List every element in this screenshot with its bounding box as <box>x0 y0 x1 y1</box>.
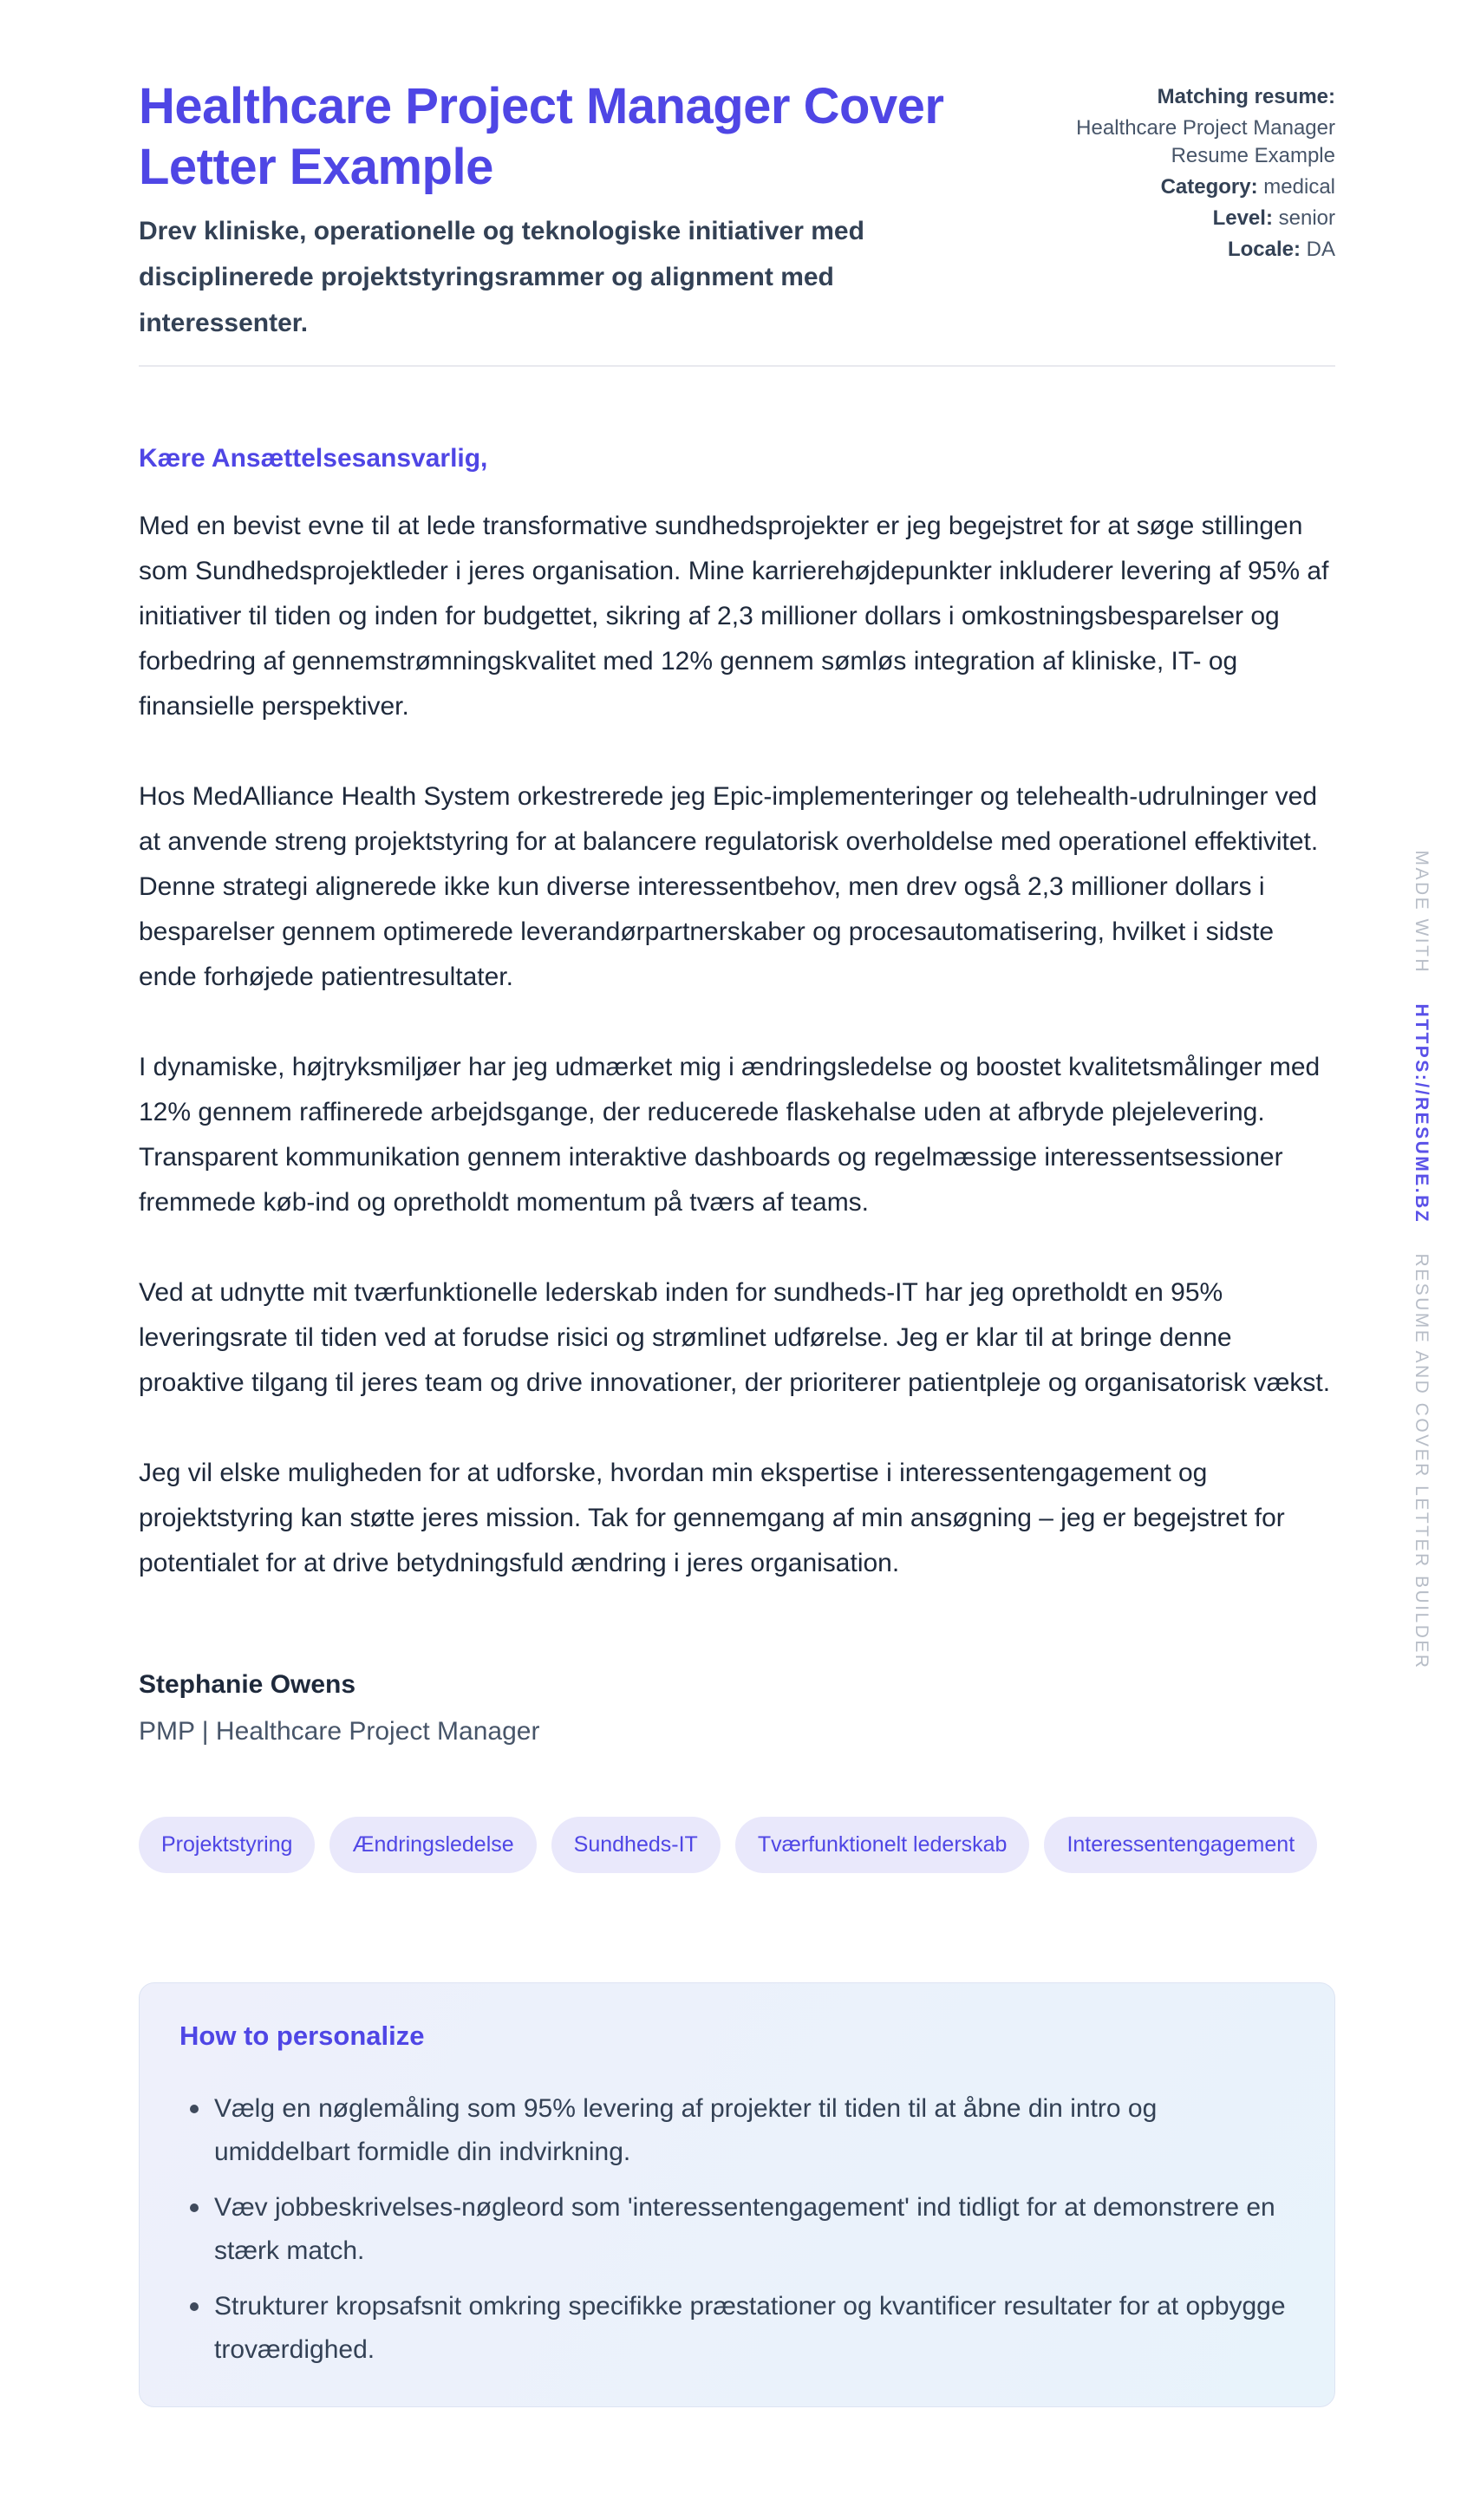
category-row <box>1032 173 1335 201</box>
page-subtitle: Drev kliniske, operationelle og teknologiske initiativer med disciplinerede projektstyringsrammer og alignment med interessenter. <box>139 217 864 337</box>
personalize-tip: Vælg en nøglemåling som 95% levering af projekter til tiden til at åbne din intro og umiddelbart formidle din indvirkning. <box>179 2087 1295 2174</box>
signature-title: PMP | Healthcare Project Manager <box>139 1717 540 1746</box>
letter-paragraph: Med en bevist evne til at lede transformative sundhedsprojekter er jeg begejstret for at søge stillingen som Sundhedsprojektleder i jeres organisation. Mine karrierehøjdepunkter inkluderer levering af 95% af initiativer til tiden og inden for budgettet, sikring af 2,3 millioner dollars i omkostningsbesparelser og forbedring af gennemstrømningskvalitet med 12% gennem sømløs integration af kliniske, IT- og finansielle perspektiver. <box>139 512 1329 721</box>
level-value: senior <box>1278 206 1335 230</box>
letter-paragraph: Jeg vil elske muligheden for at udforske, hvordan min ekspertise i interessentengagement og projektstyring kan støtte jeres mission. Tak for gennemgang af min ansøgning – jeg er begejstret for potentialet for at drive betydningsfuld ændring i jeres organisation. <box>139 1459 1285 1577</box>
watermark-resume-bz-link[interactable]: HTTPS://RESUME.BZ <box>1412 1003 1432 1224</box>
skill-tag: Ændringsledelse <box>329 1817 536 1873</box>
level-row <box>1032 205 1335 232</box>
matching-resume-label <box>1032 83 1335 111</box>
letter-paragraph: I dynamiske, højtryksmiljøer har jeg udmærket mig i ændringsledelse og boostet kvalitetsmålinger med 12% gennem raffinerede arbejdsgange, der reducerede flaskehalse uden at afbryde plejelevering. Transparent kommunikation gennem interaktive dashboards og regelmæssige interessentsessioner fremmede køb-ind og opretholdt momentum på tværs af teams. <box>139 1053 1321 1217</box>
page-header <box>139 76 1335 346</box>
header-divider <box>139 365 1335 367</box>
category-label: Category: <box>1160 175 1258 199</box>
watermark-suffix: RESUME AND COVER LETTER BUILDER <box>1412 1253 1432 1670</box>
how-to-personalize-box <box>139 1982 1335 2407</box>
matching-resume-label-text: Matching resume: <box>1157 85 1335 108</box>
personalize-tips-list <box>179 2087 1295 2372</box>
skill-tag: Projektstyring <box>139 1817 315 1873</box>
letter-signature <box>139 1662 1335 1754</box>
made-with-watermark <box>1412 850 1431 1669</box>
header-title-block <box>139 76 1032 346</box>
skill-tag: Sundheds-IT <box>551 1817 721 1873</box>
skill-tag: Interessentengagement <box>1044 1817 1317 1873</box>
resume-meta-block <box>1032 76 1335 267</box>
category-value: medical <box>1263 175 1335 199</box>
locale-label: Locale: <box>1227 238 1301 261</box>
matching-resume-link[interactable]: Healthcare Project Manager Resume Example <box>1076 116 1335 167</box>
personalize-tip: Væv jobbeskrivelses-nøgleord som 'interessentengagement' ind tidligt for at demonstrere en stærk match. <box>179 2186 1295 2273</box>
page-title: Healthcare Project Manager Cover Letter Example <box>139 78 944 195</box>
signature-name: Stephanie Owens <box>139 1670 356 1699</box>
watermark-prefix: MADE WITH <box>1412 850 1432 975</box>
skill-tags-row <box>139 1817 1335 1873</box>
cover-letter-body <box>139 436 1335 1754</box>
personalize-heading: How to personalize <box>179 2021 425 2051</box>
letter-paragraph: Hos MedAlliance Health System orkestrerede jeg Epic-implementeringer og telehealth-udrulninger ved at anvende streng projektstyring for at balancere regulatorisk overholdelse med operationel effektivitet. Denne strategi alignerede ikke kun diverse interessentbehov, men drev også 2,3 millioner dollars i besparelser gennem optimerede leverandørpartnerskaber og procesautomatisering, hvilket i sidste ende forhøjede patientresultater. <box>139 782 1319 991</box>
level-label: Level: <box>1212 206 1273 230</box>
personalize-tip: Strukturer kropsafsnit omkring specifikke præstationer og kvantificer resultater for at opbygge troværdighed. <box>179 2285 1295 2372</box>
letter-greeting: Kære Ansættelsesansvarlig, <box>139 444 488 473</box>
page-container <box>139 0 1335 2407</box>
matching-resume-row <box>1032 114 1335 170</box>
locale-row <box>1032 236 1335 264</box>
locale-value: DA <box>1306 238 1335 261</box>
letter-paragraph: Ved at udnytte mit tværfunktionelle lederskab inden for sundheds-IT har jeg opretholdt en 95% leveringsrate til tiden ved at forudse risici og strømlinet udførelse. Jeg er klar til at bringe denne proaktive tilgang til jeres team og drive innovationer, der prioriterer patientpleje og organisatorisk vækst. <box>139 1278 1331 1397</box>
skill-tag: Tværfunktionelt lederskab <box>735 1817 1030 1873</box>
